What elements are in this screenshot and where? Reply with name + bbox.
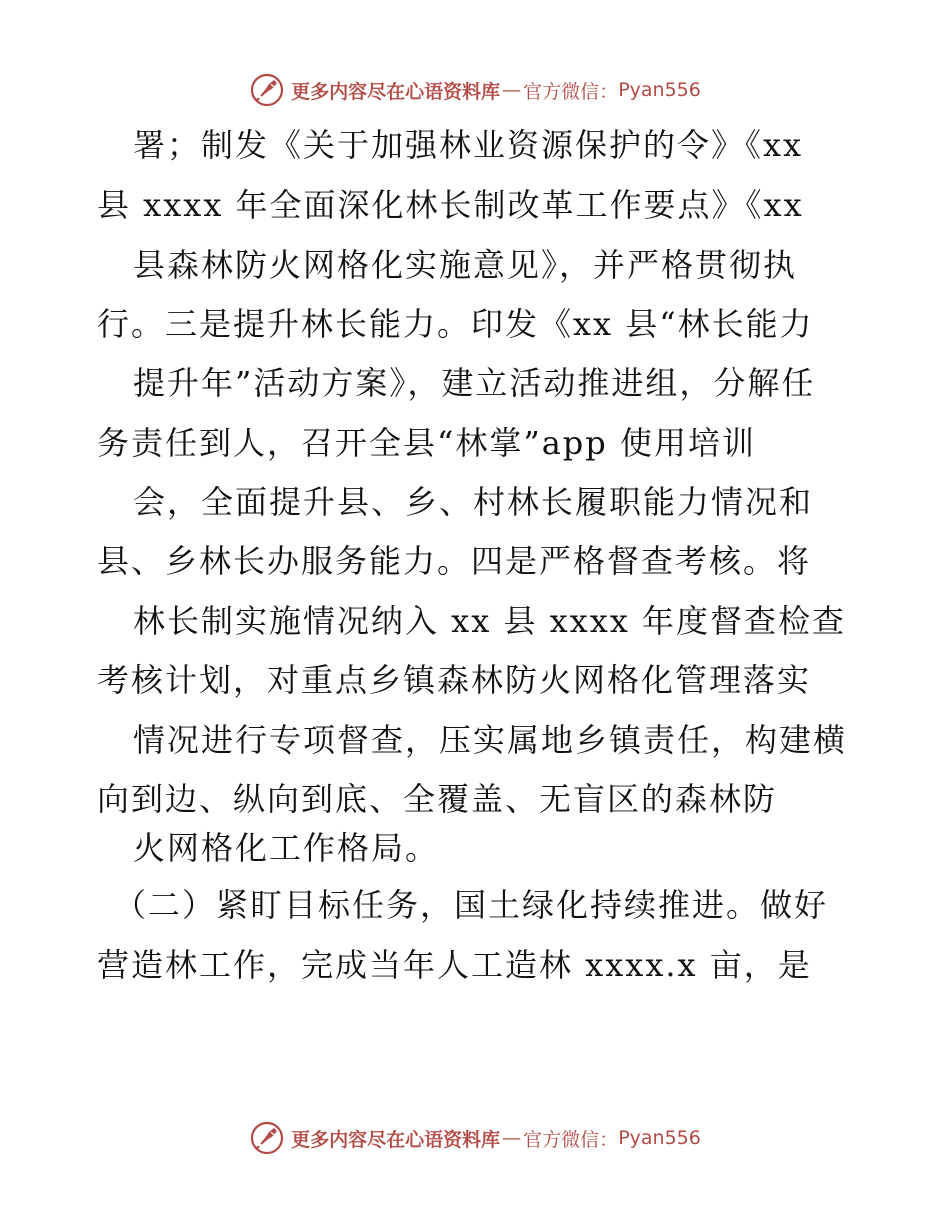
watermark-wechat-label: 官方微信： [523,1128,619,1151]
footer-watermark [0,1118,950,1158]
watermark-wechat-label: 官方微信： [523,80,619,103]
text-line: 县森林防火网格化实施意见》，并严格贯彻执 [133,246,798,284]
watermark-text [291,1125,701,1152]
text-line: 提升年”活动方案》，建立活动推进组，分解任 [133,364,816,402]
watermark-separator: — [502,79,522,101]
watermark-site-name: 更多内容尽在心语资料库 [291,80,501,103]
text-line: 火网格化工作格局。 [133,829,440,867]
pen-nib-logo-icon [249,1120,285,1156]
text-line: 营造林工作，完成当年人工造林 xxxx.x 亩，是 [97,946,812,984]
text-line: 会，全面提升县、乡、村林长履职能力情况和 [133,483,814,521]
text-line: 署；制发《关于加强林业资源保护的令》《xx [133,126,804,164]
watermark-wechat-id: Pyan556 [618,79,701,101]
text-line: 县、乡林长办服务能力。四是严格督查考核。将 [97,542,812,580]
text-line: 行。三是提升林长能力。印发《xx 县“林长能力 [97,305,814,343]
text-line: （二）紧盯目标任务，国土绿化持续推进。做好 [114,886,829,924]
text-line: 务责任到人，召开全县“林掌”app 使用培训 [97,424,756,462]
text-line: 考核计划，对重点乡镇森林防火网格化管理落实 [97,661,812,699]
text-line: 向到边、纵向到底、全覆盖、无盲区的森林防 [97,780,778,818]
text-line: 情况进行专项督查，压实属地乡镇责任，构建横 [133,721,848,759]
watermark-separator: — [502,1127,522,1149]
text-line: 县 xxxx 年全面深化林长制改革工作要点》《xx [97,186,804,224]
watermark-wechat-id: Pyan556 [618,1127,701,1149]
watermark-site-name: 更多内容尽在心语资料库 [291,1128,501,1151]
text-line: 林长制实施情况纳入 xx 县 xxxx 年度督查检查 [133,602,846,640]
